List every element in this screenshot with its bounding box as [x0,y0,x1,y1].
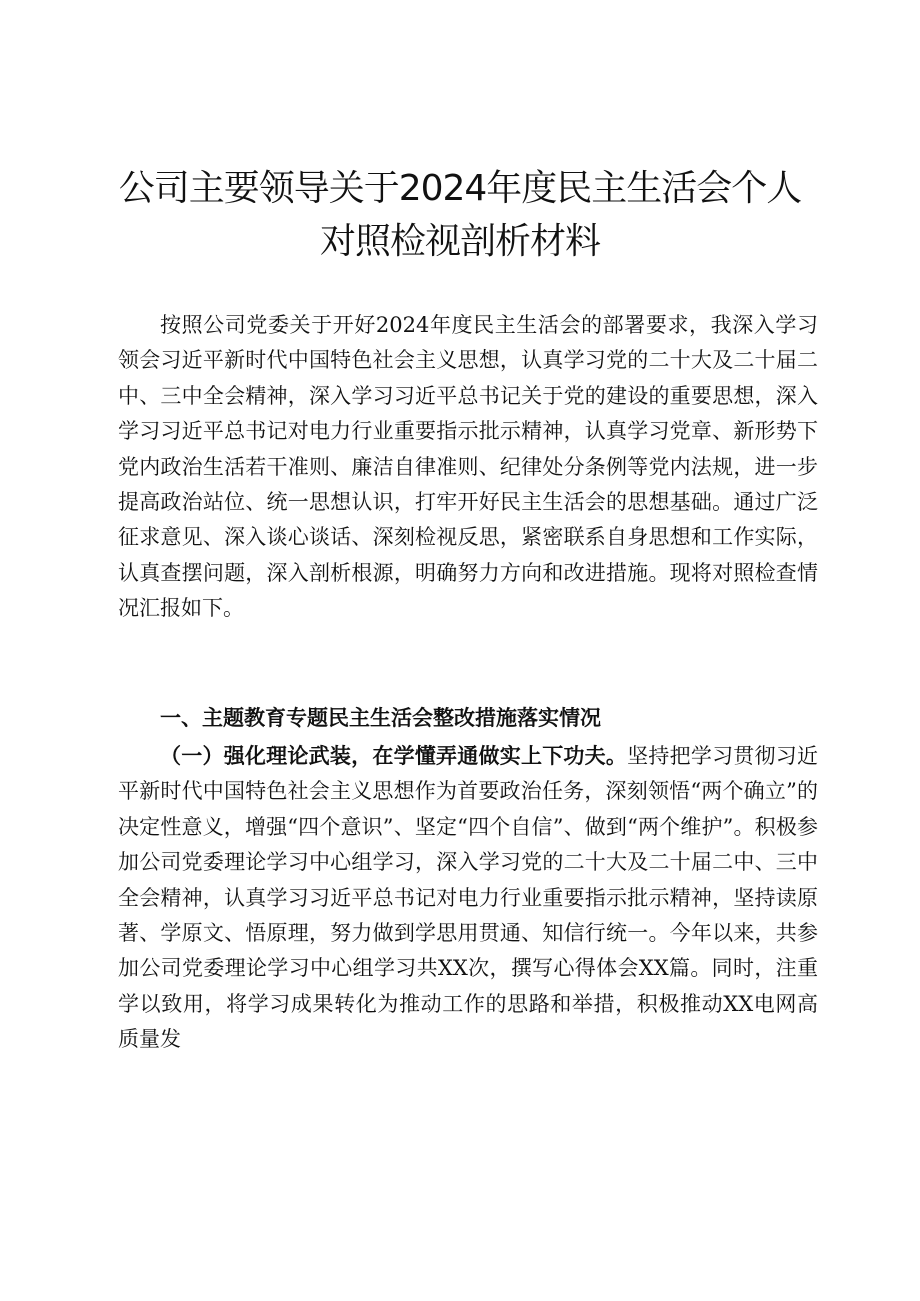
intro-paragraph: 按照公司党委关于开好2024年度民主生活会的部署要求，我深入学习领会习近平新时代中国特色社会主义思想，认真学习党的二十大及二十届二中、三中全会精神，深入学习习近平总书记关于党的建设的重要思想，深入学习习近平总书记对电力行业重要指示批示精神，认真学习党章、新形势下党内政治生活若干准则、廉洁自律准则、纪律处分条例等党内法规，进一步提高政治站位、统一思想认识，打牢开好民主生活会的思想基础。通过广泛征求意见、深入谈心谈话、深刻检视反思，紧密联系自身思想和工作实际，认真查摆问题，深入剖析根源，明确努力方向和改进措施。现将对照检查情况汇报如下。 [118,313,818,621]
subsection-1-paragraph [118,738,818,1058]
document-title-line-1: 公司主要领导关于2024年度民主生活会个人 [118,168,802,209]
section-1-heading: 一、主题教育专题民主生活会整改措施落实情况 [160,705,601,730]
subsection-1-body: 坚持把学习贯彻习近平新时代中国特色社会主义思想作为首要政治任务，深刻领悟“两个确立”的决定性意义，增强“四个意识”、坚定“四个自信”、做到“两个维护”。积极参加公司党委理论学习中心组学习，深入学习党的二十大及二十届二中、三中全会精神，认真学习习近平总书记对电力行业重要指示批示精神，坚持读原著、学原文、悟原理，努力做到学思用贯通、知信行统一。今年以来，共参加公司党委理论学习中心组学习共XX次，撰写心得体会XX篇。同时，注重学以致用，将学习成果转化为推动工作的思路和举措，积极推动XX电网高质量发 [118,744,819,1052]
subsection-1-heading: （一）强化理论武装，在学懂弄通做实上下功夫。 [160,743,628,768]
document-title-line-2: 对照检视剖析材料 [319,221,600,262]
